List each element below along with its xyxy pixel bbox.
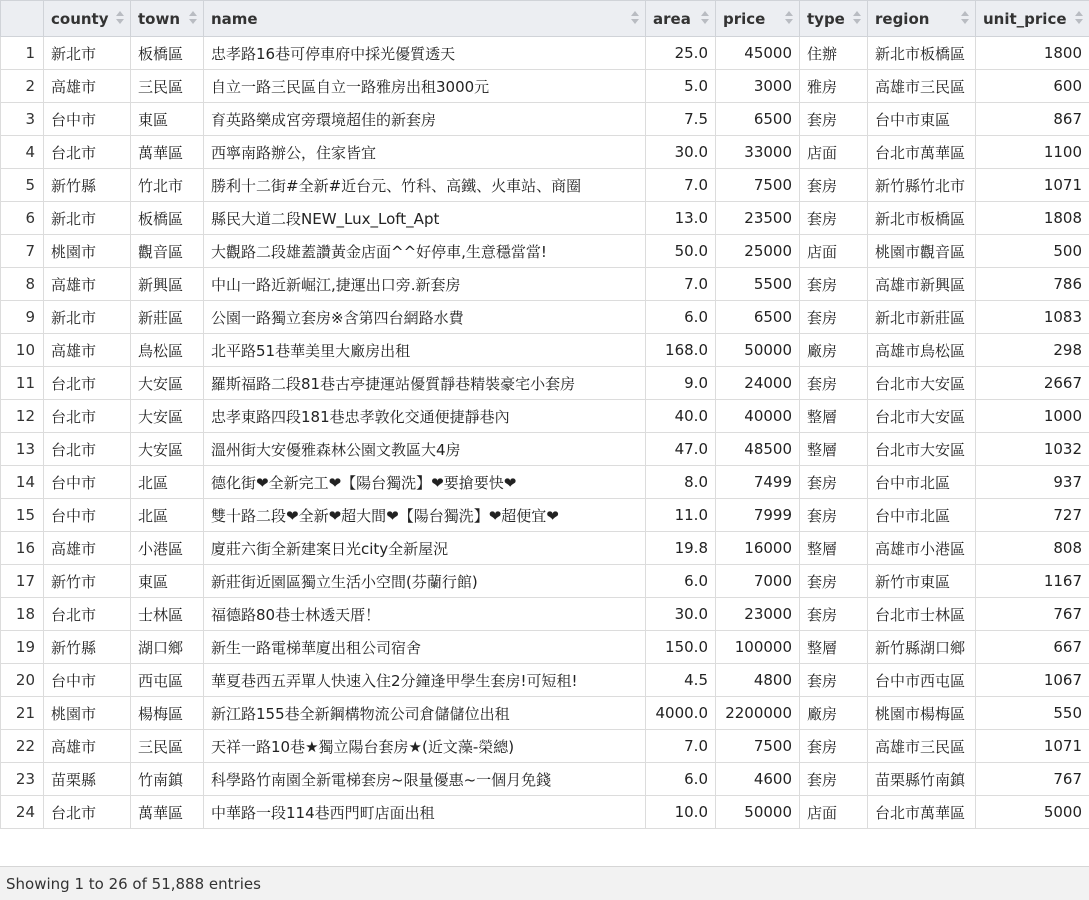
table-row[interactable] (1, 400, 1089, 433)
cell-unit-price: 550 (976, 697, 1089, 730)
cell-name: 中華路一段114巷西門町店面出租 (204, 796, 646, 829)
column-header-label: town (138, 9, 181, 28)
cell-town: 小港區 (131, 532, 204, 565)
cell-county: 新竹縣 (44, 169, 131, 202)
cell-town: 大安區 (131, 433, 204, 466)
cell-region: 高雄市三民區 (868, 730, 976, 763)
sort-icon[interactable] (961, 10, 969, 26)
column-header-label: county (51, 9, 109, 28)
table-row[interactable] (1, 763, 1089, 796)
cell-price: 7999 (716, 499, 800, 532)
table-row[interactable] (1, 268, 1089, 301)
row-index: 18 (1, 598, 44, 631)
table-row[interactable] (1, 235, 1089, 268)
cell-unit-price: 767 (976, 598, 1089, 631)
table-row[interactable] (1, 631, 1089, 664)
cell-area: 7.0 (646, 730, 716, 763)
table-row[interactable] (1, 301, 1089, 334)
cell-county: 新北市 (44, 202, 131, 235)
cell-region: 台中市西屯區 (868, 664, 976, 697)
cell-type: 廠房 (800, 334, 868, 367)
column-header-area[interactable] (646, 1, 716, 37)
cell-unit-price: 2667 (976, 367, 1089, 400)
cell-county: 桃園市 (44, 235, 131, 268)
cell-name: 德化街❤全新完工❤【陽台獨洗】❤要搶要快❤ (204, 466, 646, 499)
sort-icon[interactable] (1075, 10, 1083, 26)
cell-area: 25.0 (646, 37, 716, 70)
cell-type: 套房 (800, 301, 868, 334)
table-body (1, 37, 1089, 829)
cell-town: 鳥松區 (131, 334, 204, 367)
cell-unit-price: 727 (976, 499, 1089, 532)
cell-name: 新生一路電梯華廈出租公司宿舍 (204, 631, 646, 664)
table-row[interactable] (1, 202, 1089, 235)
cell-area: 11.0 (646, 499, 716, 532)
cell-unit-price: 1071 (976, 169, 1089, 202)
cell-county: 高雄市 (44, 730, 131, 763)
cell-name: 福德路80巷士林透天厝！ (204, 598, 646, 631)
cell-unit-price: 1083 (976, 301, 1089, 334)
table-row[interactable] (1, 367, 1089, 400)
table-row[interactable] (1, 433, 1089, 466)
column-header-region[interactable] (868, 1, 976, 37)
cell-town: 楊梅區 (131, 697, 204, 730)
cell-price: 24000 (716, 367, 800, 400)
row-index: 24 (1, 796, 44, 829)
row-index: 13 (1, 433, 44, 466)
cell-name: 育英路樂成宮旁環境超佳的新套房 (204, 103, 646, 136)
cell-type: 廠房 (800, 697, 868, 730)
cell-unit-price: 1100 (976, 136, 1089, 169)
cell-town: 觀音區 (131, 235, 204, 268)
cell-region: 台北市大安區 (868, 367, 976, 400)
sort-icon[interactable] (701, 10, 709, 26)
cell-area: 7.0 (646, 169, 716, 202)
cell-type: 整層 (800, 631, 868, 664)
sort-icon[interactable] (116, 10, 124, 26)
cell-town: 士林區 (131, 598, 204, 631)
cell-unit-price: 1808 (976, 202, 1089, 235)
cell-region: 桃園市楊梅區 (868, 697, 976, 730)
cell-region: 台北市士林區 (868, 598, 976, 631)
cell-region: 苗栗縣竹南鎮 (868, 763, 976, 796)
cell-name: 溫州街大安優雅森林公園文教區大4房 (204, 433, 646, 466)
row-index: 2 (1, 70, 44, 103)
cell-region: 高雄市新興區 (868, 268, 976, 301)
cell-type: 套房 (800, 367, 868, 400)
cell-area: 4.5 (646, 664, 716, 697)
cell-unit-price: 667 (976, 631, 1089, 664)
cell-price: 16000 (716, 532, 800, 565)
header-row (1, 1, 1089, 37)
cell-price: 23000 (716, 598, 800, 631)
row-index: 21 (1, 697, 44, 730)
sort-icon[interactable] (189, 10, 197, 26)
cell-area: 8.0 (646, 466, 716, 499)
table-row[interactable] (1, 532, 1089, 565)
cell-area: 47.0 (646, 433, 716, 466)
cell-area: 5.0 (646, 70, 716, 103)
row-index: 4 (1, 136, 44, 169)
row-index: 15 (1, 499, 44, 532)
sort-icon[interactable] (853, 10, 861, 26)
row-index: 5 (1, 169, 44, 202)
cell-region: 高雄市三民區 (868, 70, 976, 103)
row-index: 8 (1, 268, 44, 301)
cell-region: 高雄市鳥松區 (868, 334, 976, 367)
cell-unit-price: 1067 (976, 664, 1089, 697)
table-row[interactable] (1, 37, 1089, 70)
cell-type: 套房 (800, 763, 868, 796)
row-index: 22 (1, 730, 44, 763)
row-index: 23 (1, 763, 44, 796)
cell-name: 羅斯福路二段81巷古亭捷運站優質靜巷精裝豪宅小套房 (204, 367, 646, 400)
cell-price: 7500 (716, 169, 800, 202)
cell-area: 30.0 (646, 598, 716, 631)
cell-price: 7499 (716, 466, 800, 499)
cell-town: 大安區 (131, 367, 204, 400)
table-row[interactable] (1, 103, 1089, 136)
cell-area: 150.0 (646, 631, 716, 664)
cell-name: 中山一路近新崛江,捷運出口旁.新套房 (204, 268, 646, 301)
cell-town: 板橋區 (131, 37, 204, 70)
cell-type: 套房 (800, 499, 868, 532)
row-index: 10 (1, 334, 44, 367)
cell-county: 台中市 (44, 499, 131, 532)
sort-icon[interactable] (785, 10, 793, 26)
cell-type: 套房 (800, 466, 868, 499)
cell-town: 新莊區 (131, 301, 204, 334)
cell-town: 北區 (131, 499, 204, 532)
cell-type: 套房 (800, 664, 868, 697)
cell-county: 高雄市 (44, 532, 131, 565)
cell-unit-price: 867 (976, 103, 1089, 136)
cell-region: 台中市北區 (868, 499, 976, 532)
column-header-town[interactable] (131, 1, 204, 37)
cell-area: 50.0 (646, 235, 716, 268)
table-row[interactable] (1, 730, 1089, 763)
cell-type: 套房 (800, 268, 868, 301)
cell-area: 30.0 (646, 136, 716, 169)
cell-unit-price: 1800 (976, 37, 1089, 70)
table-row[interactable] (1, 70, 1089, 103)
cell-area: 4000.0 (646, 697, 716, 730)
cell-county: 台中市 (44, 466, 131, 499)
cell-name: 大觀路二段雄蓋讚黃金店面^^好停車,生意穩當當! (204, 235, 646, 268)
row-index: 11 (1, 367, 44, 400)
table-row[interactable] (1, 565, 1089, 598)
cell-price: 4600 (716, 763, 800, 796)
cell-region: 新北市新莊區 (868, 301, 976, 334)
row-index: 17 (1, 565, 44, 598)
column-header-label: type (807, 9, 845, 28)
cell-county: 台中市 (44, 103, 131, 136)
cell-county: 台北市 (44, 796, 131, 829)
cell-name: 科學路竹南園全新電梯套房~限量優惠~一個月免錢 (204, 763, 646, 796)
cell-price: 45000 (716, 37, 800, 70)
cell-name: 新江路155巷全新鋼構物流公司倉儲儲位出租 (204, 697, 646, 730)
table-row[interactable] (1, 169, 1089, 202)
cell-town: 三民區 (131, 70, 204, 103)
row-index: 20 (1, 664, 44, 697)
cell-price: 2200000 (716, 697, 800, 730)
cell-price: 5500 (716, 268, 800, 301)
cell-county: 台北市 (44, 598, 131, 631)
cell-name: 勝利十二街#全新#近台元、竹科、高鐵、火車站、商圈 (204, 169, 646, 202)
cell-type: 雅房 (800, 70, 868, 103)
cell-area: 6.0 (646, 763, 716, 796)
sort-icon[interactable] (631, 10, 639, 26)
cell-unit-price: 1167 (976, 565, 1089, 598)
cell-county: 新竹縣 (44, 631, 131, 664)
entries-info: Showing 1 to 26 of 51,888 entries (6, 875, 261, 893)
cell-type: 套房 (800, 169, 868, 202)
table-row[interactable] (1, 796, 1089, 829)
cell-price: 33000 (716, 136, 800, 169)
table-row[interactable] (1, 598, 1089, 631)
cell-town: 北區 (131, 466, 204, 499)
cell-region: 新竹市東區 (868, 565, 976, 598)
cell-county: 高雄市 (44, 70, 131, 103)
cell-unit-price: 937 (976, 466, 1089, 499)
cell-area: 6.0 (646, 301, 716, 334)
cell-area: 9.0 (646, 367, 716, 400)
cell-region: 桃園市觀音區 (868, 235, 976, 268)
cell-town: 東區 (131, 103, 204, 136)
row-index: 19 (1, 631, 44, 664)
cell-town: 東區 (131, 565, 204, 598)
column-header-price[interactable] (716, 1, 800, 37)
cell-price: 23500 (716, 202, 800, 235)
cell-type: 店面 (800, 136, 868, 169)
cell-town: 湖口鄉 (131, 631, 204, 664)
cell-type: 店面 (800, 235, 868, 268)
cell-county: 台北市 (44, 400, 131, 433)
column-header-label: name (211, 9, 258, 28)
cell-name: 雙十路二段❤全新❤超大間❤【陽台獨洗】❤超便宜❤ (204, 499, 646, 532)
row-index: 9 (1, 301, 44, 334)
cell-town: 大安區 (131, 400, 204, 433)
cell-price: 6500 (716, 103, 800, 136)
row-index: 14 (1, 466, 44, 499)
cell-price: 100000 (716, 631, 800, 664)
cell-type: 整層 (800, 400, 868, 433)
cell-name: 西寧南路辦公，住家皆宜 (204, 136, 646, 169)
cell-name: 新莊街近園區獨立生活小空間(芬蘭行館) (204, 565, 646, 598)
cell-type: 整層 (800, 532, 868, 565)
cell-name: 天祥一路10巷★獨立陽台套房★(近文藻-榮總) (204, 730, 646, 763)
cell-town: 竹南鎮 (131, 763, 204, 796)
cell-town: 萬華區 (131, 796, 204, 829)
row-index: 6 (1, 202, 44, 235)
column-header-label: unit_price (983, 9, 1067, 28)
column-header-county[interactable] (44, 1, 131, 37)
cell-type: 住辦 (800, 37, 868, 70)
cell-type: 套房 (800, 202, 868, 235)
cell-county: 桃園市 (44, 697, 131, 730)
column-header-label: price (723, 9, 766, 28)
cell-type: 套房 (800, 103, 868, 136)
cell-town: 新興區 (131, 268, 204, 301)
table-row[interactable] (1, 136, 1089, 169)
cell-town: 板橋區 (131, 202, 204, 235)
cell-name: 自立一路三民區自立一路雅房出租3000元 (204, 70, 646, 103)
cell-price: 7500 (716, 730, 800, 763)
row-index: 1 (1, 37, 44, 70)
cell-region: 台中市北區 (868, 466, 976, 499)
cell-unit-price: 298 (976, 334, 1089, 367)
cell-county: 新竹市 (44, 565, 131, 598)
cell-area: 13.0 (646, 202, 716, 235)
cell-type: 店面 (800, 796, 868, 829)
cell-name: 華夏巷西五弄單人快速入住2分鐘逢甲學生套房!可短租! (204, 664, 646, 697)
cell-unit-price: 1032 (976, 433, 1089, 466)
cell-county: 台中市 (44, 664, 131, 697)
cell-unit-price: 808 (976, 532, 1089, 565)
cell-area: 10.0 (646, 796, 716, 829)
cell-unit-price: 1000 (976, 400, 1089, 433)
cell-price: 7000 (716, 565, 800, 598)
cell-region: 台北市萬華區 (868, 136, 976, 169)
cell-name: 縣民大道二段NEW_Lux_Loft_Apt (204, 202, 646, 235)
cell-county: 新北市 (44, 37, 131, 70)
cell-unit-price: 5000 (976, 796, 1089, 829)
cell-region: 台北市大安區 (868, 400, 976, 433)
column-header-label: area (653, 9, 691, 28)
cell-town: 萬華區 (131, 136, 204, 169)
cell-type: 套房 (800, 598, 868, 631)
column-header-name[interactable] (204, 1, 646, 37)
cell-type: 套房 (800, 730, 868, 763)
cell-name: 廈莊六街全新建案日光city全新屋況 (204, 532, 646, 565)
cell-price: 50000 (716, 334, 800, 367)
cell-county: 高雄市 (44, 268, 131, 301)
table-row[interactable] (1, 334, 1089, 367)
cell-name: 公園一路獨立套房※含第四台網路水費 (204, 301, 646, 334)
row-index: 3 (1, 103, 44, 136)
status-bar (0, 866, 1089, 900)
cell-price: 4800 (716, 664, 800, 697)
row-index: 7 (1, 235, 44, 268)
cell-type: 套房 (800, 565, 868, 598)
table-row[interactable] (1, 466, 1089, 499)
cell-region: 台北市大安區 (868, 433, 976, 466)
row-index: 16 (1, 532, 44, 565)
cell-town: 竹北市 (131, 169, 204, 202)
cell-price: 40000 (716, 400, 800, 433)
cell-price: 25000 (716, 235, 800, 268)
column-header-type[interactable] (800, 1, 868, 37)
cell-area: 19.8 (646, 532, 716, 565)
column-header-unit-price[interactable] (976, 1, 1089, 37)
cell-unit-price: 767 (976, 763, 1089, 796)
cell-price: 50000 (716, 796, 800, 829)
cell-region: 台中市東區 (868, 103, 976, 136)
cell-region: 新北市板橋區 (868, 37, 976, 70)
cell-area: 40.0 (646, 400, 716, 433)
column-header-label: region (875, 9, 930, 28)
cell-county: 苗栗縣 (44, 763, 131, 796)
cell-county: 台北市 (44, 136, 131, 169)
cell-area: 7.5 (646, 103, 716, 136)
cell-town: 西屯區 (131, 664, 204, 697)
row-index: 12 (1, 400, 44, 433)
table-row[interactable] (1, 499, 1089, 532)
cell-name: 北平路51巷華美里大廠房出租 (204, 334, 646, 367)
table-row[interactable] (1, 697, 1089, 730)
cell-region: 新竹縣竹北市 (868, 169, 976, 202)
cell-region: 新竹縣湖口鄉 (868, 631, 976, 664)
cell-unit-price: 786 (976, 268, 1089, 301)
table-row[interactable] (1, 664, 1089, 697)
cell-unit-price: 1071 (976, 730, 1089, 763)
cell-name: 忠孝路16巷可停車府中採光優質透天 (204, 37, 646, 70)
cell-county: 台北市 (44, 367, 131, 400)
cell-region: 新北市板橋區 (868, 202, 976, 235)
cell-price: 3000 (716, 70, 800, 103)
row-index-header (1, 1, 44, 37)
cell-county: 台北市 (44, 433, 131, 466)
cell-county: 新北市 (44, 301, 131, 334)
cell-price: 48500 (716, 433, 800, 466)
cell-region: 台北市萬華區 (868, 796, 976, 829)
cell-area: 7.0 (646, 268, 716, 301)
cell-unit-price: 600 (976, 70, 1089, 103)
cell-area: 6.0 (646, 565, 716, 598)
cell-name: 忠孝東路四段181巷忠孝敦化交通便捷靜巷內 (204, 400, 646, 433)
cell-price: 6500 (716, 301, 800, 334)
cell-type: 整層 (800, 433, 868, 466)
cell-county: 高雄市 (44, 334, 131, 367)
cell-unit-price: 500 (976, 235, 1089, 268)
cell-town: 三民區 (131, 730, 204, 763)
cell-area: 168.0 (646, 334, 716, 367)
cell-region: 高雄市小港區 (868, 532, 976, 565)
